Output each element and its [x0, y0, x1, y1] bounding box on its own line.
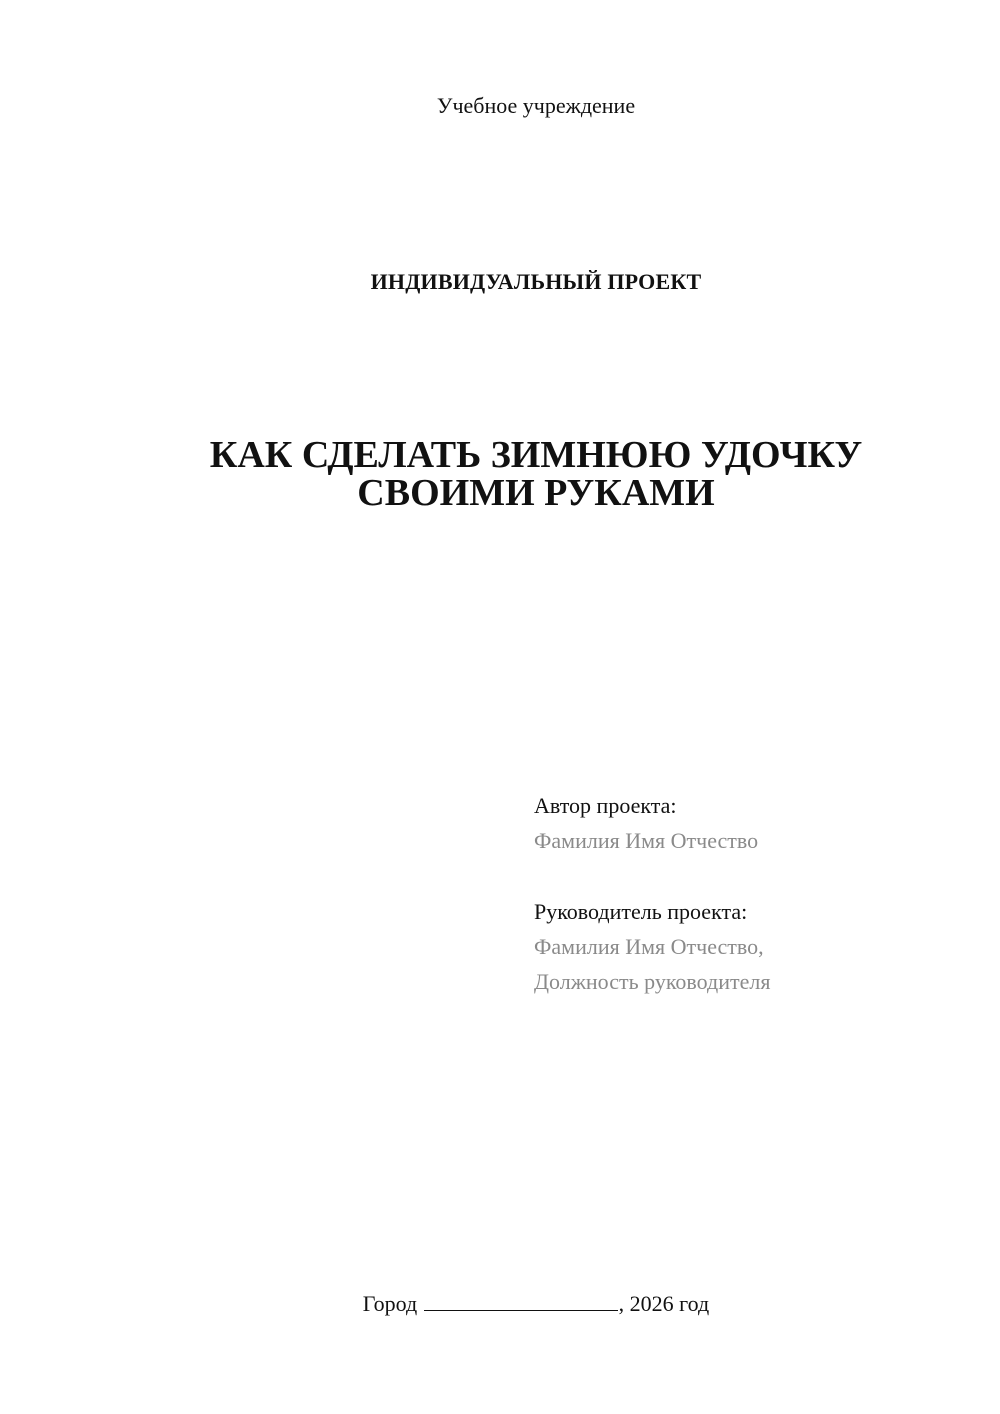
supervisor-name: Фамилия Имя Отчество,	[534, 934, 764, 959]
project-title	[0, 436, 1000, 512]
city-blank-line	[424, 1290, 618, 1311]
city-year-line	[0, 1290, 1000, 1318]
project-title-line-2: СВОИМИ РУКАМИ	[357, 472, 715, 514]
supervisor-position: Должность руководителя	[534, 969, 771, 994]
institution-name: Учебное учреждение	[436, 93, 636, 118]
supervisor-label: Руководитель проекта:	[534, 899, 748, 924]
project-title-line-1: КАК СДЕЛАТЬ ЗИМНЮЮ УДОЧКУ	[209, 434, 863, 476]
document-type: ИНДИВИДУАЛЬНЫЙ ПРОЕКТ	[370, 269, 702, 294]
credits-spacer	[534, 858, 974, 894]
author-name: Фамилия Имя Отчество	[534, 828, 759, 853]
credits-block	[534, 788, 974, 999]
city-label: Город	[362, 1291, 418, 1316]
author-label: Автор проекта:	[534, 793, 677, 818]
year-text: , 2026 год	[618, 1291, 710, 1316]
